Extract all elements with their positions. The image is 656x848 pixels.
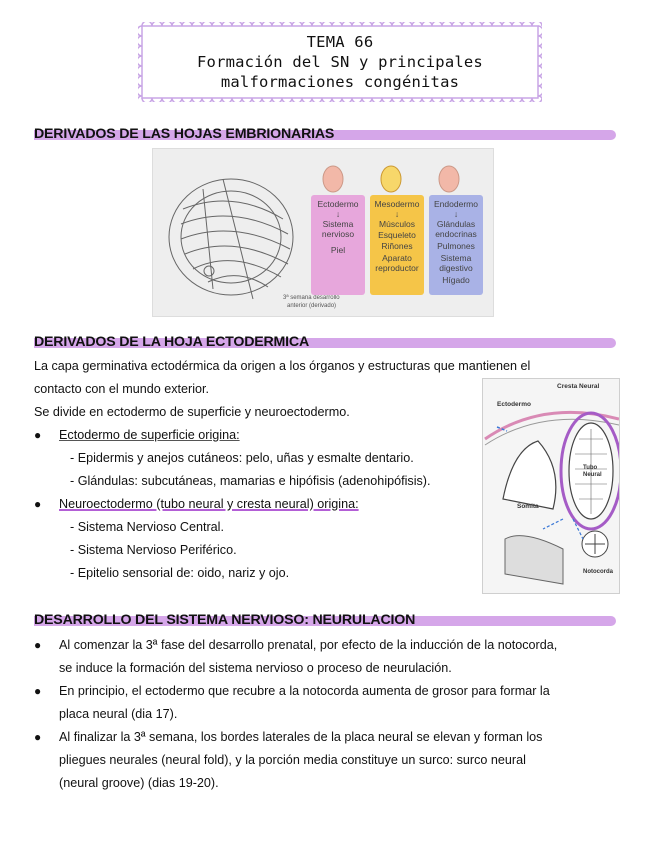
figure1-caption: 3ª semana desarrollo <box>283 295 340 301</box>
title-line-3: malformaciones congénitas <box>220 73 460 91</box>
paragraph-line: En principio, el ectodermo que recubre a la notocorda aumenta de grosor para formar la <box>59 684 550 698</box>
list-subitem: - Sistema Nervioso Central. <box>70 520 224 534</box>
paragraph-line: Al finalizar la 3ª semana, los bordes laterales de la placa neural se elevan y forman los <box>59 730 543 744</box>
list-subitem: - Sistema Nervioso Periférico. <box>70 543 237 557</box>
bullet-icon: ● <box>34 428 42 442</box>
embryonic-layers-figure <box>152 148 494 317</box>
section-title: DESARROLLO DEL SISTEMA NERVIOSO: NEURULACION <box>34 612 416 628</box>
bullet-icon: ● <box>34 638 42 652</box>
section-title: DERIVADOS DE LAS HOJAS EMBRIONARIAS <box>34 126 335 142</box>
list-subitem: - Epidermis y anejos cutáneos: pelo, uñas y esmalte dentario. <box>70 451 414 465</box>
paragraph-line: Se divide en ectodermo de superficie y neuroectodermo. <box>34 405 350 419</box>
title-line-2: Formación del SN y principales <box>197 53 483 71</box>
paragraph-line: se induce la formación del sistema nervioso o proceso de neurulación. <box>59 661 452 675</box>
endodermo-head: Endodermo <box>434 199 478 209</box>
label-cresta: Cresta Neural <box>557 383 600 390</box>
list-item: Ectodermo de superficie origina: <box>59 428 240 442</box>
ectodermo-head: Ectodermo <box>317 199 359 209</box>
paragraph-line: Al comenzar la 3ª fase del desarrollo prenatal, por efecto de la inducción de la notocorda, <box>59 638 558 652</box>
label-notocorda: Notocorda <box>583 569 613 575</box>
mesodermo-head: Mesodermo <box>374 199 420 209</box>
title-box <box>138 22 542 102</box>
endodermo-column: Endodermo ↓ Glándulas endocrinas Pulmones Sistema digestivo Hígado <box>429 195 483 295</box>
label-tubo: Tubo Neural <box>583 465 602 478</box>
paragraph-line: contacto con el mundo exterior. <box>34 382 210 396</box>
label-somita: Somita <box>517 503 539 510</box>
paragraph-line: placa neural (dia 17). <box>59 707 178 721</box>
paragraph-line: pliegues neurales (neural fold), y la porción media constituye un surco: surco neural <box>59 753 526 767</box>
bullet-icon: ● <box>34 730 42 744</box>
section-title: DERIVADOS DE LA HOJA ECTODERMICA <box>34 334 310 350</box>
paragraph-line: (neural groove) (dias 19-20). <box>59 776 219 790</box>
list-subitem: - Glándulas: subcutáneas, mamarias e hipófisis (adenohipófisis). <box>70 474 431 488</box>
bullet-icon: ● <box>34 684 42 698</box>
svg-text:anterior (derivado): anterior (derivado) <box>287 303 337 309</box>
label-ectodermo: Ectodermo <box>497 401 531 408</box>
list-item: Neuroectodermo (tubo neural y cresta neural) origina: <box>59 497 359 511</box>
fetus-icons <box>323 166 459 192</box>
title-line-1: TEMA 66 <box>306 33 374 51</box>
paragraph-line: La capa germinativa ectodérmica da origen a los órganos y estructuras que mantienen el <box>34 359 531 373</box>
neural-tube-drawing <box>483 379 619 593</box>
list-subitem: - Epitelio sensorial de: oido, nariz y ojo. <box>70 566 290 580</box>
mesodermo-column: Mesodermo ↓ Músculos Esqueleto Riñones Aparato reproductor <box>370 195 424 295</box>
neural-tube-figure <box>482 378 620 594</box>
ectodermo-column: Ectodermo ↓ Sistema nervioso Piel <box>311 195 365 295</box>
bullet-icon: ● <box>34 497 42 511</box>
